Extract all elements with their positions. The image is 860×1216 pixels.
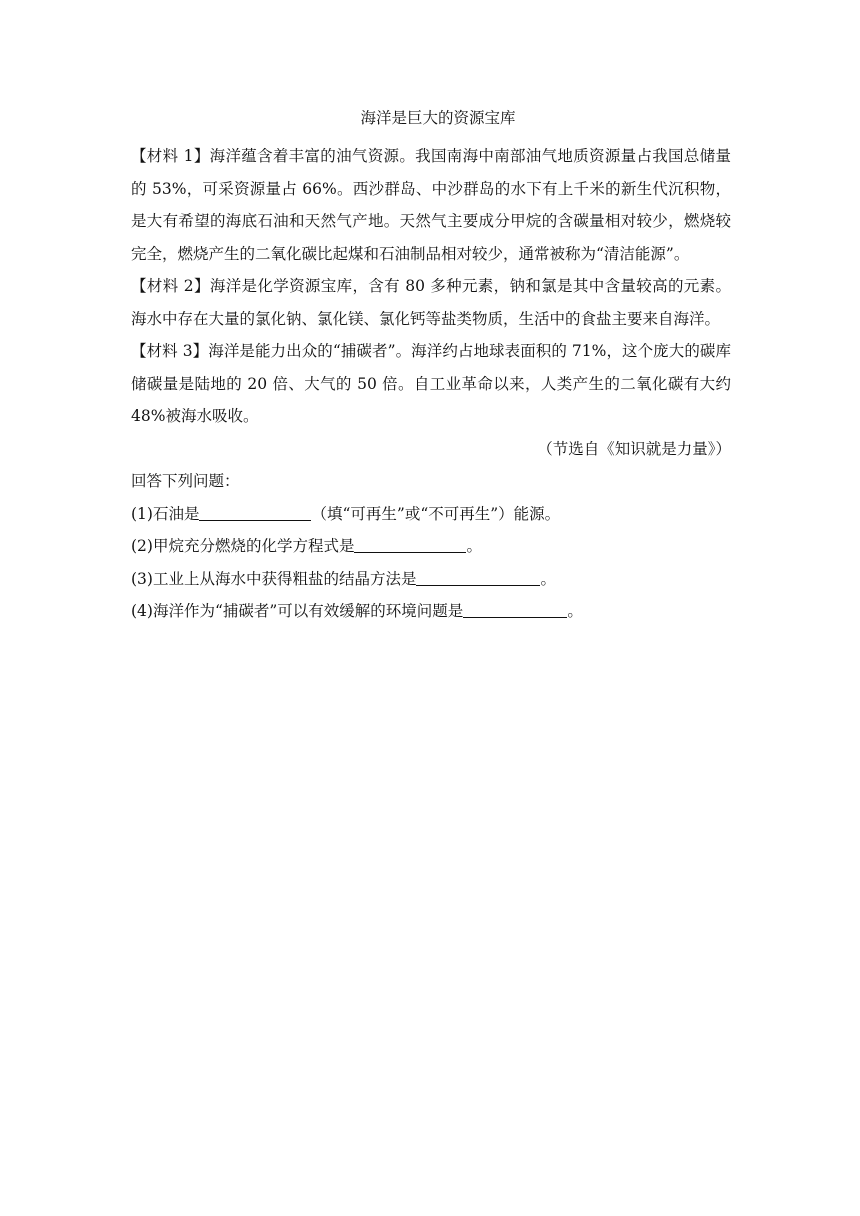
material-3-paragraph bbox=[131, 335, 731, 433]
question-1-suffix: （填“可再生”或“不可再生”）能源。 bbox=[311, 504, 561, 523]
question-4-prefix: (4)海洋作为“捕碳者”可以有效缓解的环境问题是 bbox=[131, 602, 464, 620]
question-2-prefix: (2)甲烷充分燃烧的化学方程式是 bbox=[131, 537, 355, 555]
question-3-suffix: 。 bbox=[540, 569, 556, 588]
material-3-label: 【材料 3】 bbox=[131, 342, 209, 360]
question-4 bbox=[131, 595, 731, 628]
document-title: 海洋是巨大的资源宝库 bbox=[360, 109, 516, 127]
source-citation: （节选自《知识就是力量》） bbox=[537, 439, 731, 458]
question-3-prefix: (3)工业上从海水中获得粗盐的结晶方法是 bbox=[131, 569, 417, 588]
question-3 bbox=[131, 563, 731, 596]
question-2-suffix: 。 bbox=[466, 537, 482, 555]
answer-blank-2[interactable] bbox=[354, 534, 466, 553]
answer-blank-4[interactable] bbox=[463, 599, 567, 618]
answer-blank-3[interactable] bbox=[416, 567, 540, 586]
material-1-paragraph bbox=[131, 140, 731, 270]
material-1-label: 【材料 1】 bbox=[131, 147, 210, 165]
material-1-text: 海洋蕴含着丰富的油气资源。我国南海中南部油气地质资源量占我国总储量的 53%，可采资源量占 66%。西沙群岛、中沙群岛的水下有上千米的新生代沉积物，是大有希望的海底石油和天然气产地。天然气主要成分甲烷的含碳量相对较少，燃烧较完全，燃烧产生的二氧化碳比起煤和石油制品相对较少，通常被称为“清洁能源”。 bbox=[131, 147, 731, 263]
material-2-paragraph bbox=[131, 270, 731, 335]
question-4-suffix: 。 bbox=[567, 602, 583, 620]
answer-blank-1[interactable] bbox=[199, 502, 311, 521]
material-3-text: 海洋是能力出众的“捕碳者”。海洋约占地球表面积的 71%，这个庞大的碳库储碳量是陆地的 20 倍、大气的 50 倍。自工业革命以来，人类产生的二氧化碳有大约 48%被海水吸收。 bbox=[131, 342, 731, 425]
instruction-text: 回答下列问题： bbox=[131, 472, 240, 490]
document-page bbox=[131, 108, 731, 628]
question-1-prefix: (1)石油是 bbox=[131, 504, 200, 523]
question-1 bbox=[131, 498, 731, 531]
material-2-text: 海洋是化学资源宝库，含有 80 多种元素，钠和氯是其中含量较高的元素。海水中存在大量的氯化钠、氯化镁、氯化钙等盐类物质，生活中的食盐主要来自海洋。 bbox=[131, 277, 731, 328]
material-2-label: 【材料 2】 bbox=[131, 277, 210, 295]
question-2 bbox=[131, 530, 731, 563]
